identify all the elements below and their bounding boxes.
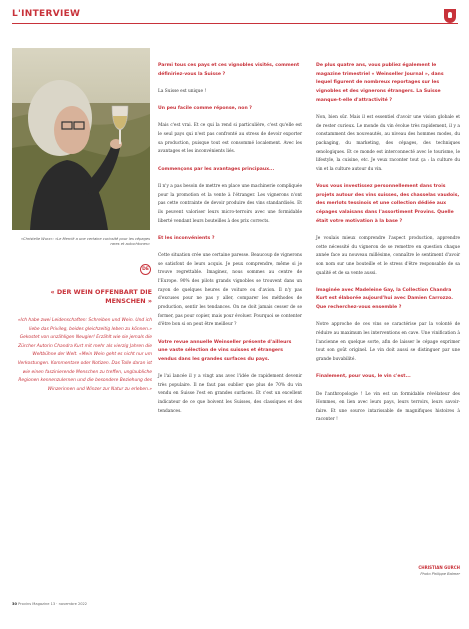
- interview-question: Finalement, pour vous, le vin c'est...: [316, 374, 411, 380]
- interview-question: De plus quatre ans, vous publiez également le magazine trimestriel « Weinseller Journal », dans lequel figurent de nombreux reportages sur les vignobles et des vignerons étrangers. La Suisse manque-t-elle d'attractivité ?: [316, 63, 444, 103]
- sidebar-title: « DER WEIN OFFENBART DIE MENSCHEN »: [50, 288, 152, 305]
- page-footer: [12, 602, 87, 606]
- interview-answer: De l'anthropologie ! Le vin est un formidable révélateur des Hommes, en lien avec leurs pays, leurs terroirs, leurs savoir-faire. Et une source intarissable de magnifiques histoires à raconter !: [316, 391, 460, 423]
- brand-shield-icon: [444, 9, 456, 23]
- interview-answer: Je l'ai lancée il y a vingt ans avec l'idée de rapidement devenir très populaire. Il ne faut pas oublier que plus de 70% du vin vendu en Suisse l'est en grandes surfaces. Et c'est un excellent indicateur de ce que boivent les Suisses, des classiques et des tendances.: [158, 374, 302, 414]
- interview-answer: Cette situation crée une certaine paresse. Beaucoup de vignerons se satisfont de leurs acquis. Je peux comprendre, même si je trouve regrettable. Imaginez, nous sommes au centre de l'Europe. 90% des pilots grands vignobles se trouvent dans un rayon de quelques heures de voiture ou d'avion. Il n'y pas d'excuses pour ne pas y aller, comparer les méthodes de production, sentir les tendances. On ne doit jamais cesser de se former, pas pour copier, mais pour évoluer. Pourquoi se contenter d'être bon si on peut être meilleur ?: [158, 253, 302, 328]
- section-title: L'INTERVIEW: [12, 9, 81, 19]
- interview-answer: Notre approche de ces vins se caractérise par la volonté de réduire au maximum les interventions en cave. Une vinification à l'ancienne en quelque sorte, afin de laisser le cépage exprimer tout son goût originel. Le vin doit aussi se distinguer par une grande buvabilité.: [316, 322, 460, 362]
- interview-question: Parmi tous ces pays et ces vignobles visités, comment définiriez-vous la Suisse ?: [158, 63, 300, 77]
- interview-column-1: [158, 62, 302, 425]
- sidebar-quote: «Ich habe zwei Leidenschaften: Schreiben und Wein. Und ich liebe das Privileg, beides gleichzeitig leben zu können.» Gekostet von unzähligen Neugier! Erzählt wie sie jemals die Zürcher Autorin Chandra Kurt mit mehr als vierzig Jahren die Weltbühne der Welt. «Mein Wein geht es nicht nur um Verkostungen. Kommentare oder Notizen. Das Tolle daran ist wie einen faszinierende Menschen zu treffen, unglaubliche Regionen kennenzulernen und die besondere Beziehung des Winzerinnen und Winzer zur Natur zu erleben.»: [17, 318, 152, 392]
- interview-question: Imaginée avec Madeleine Gay, la Collection Chandra Kurt est élaborée aujourd'hui avec Damien Carrozzo. Que recherchez-vous ensemble ?: [316, 287, 454, 311]
- page-number: 30: [12, 602, 18, 606]
- interview-question: Commençons par les avantages principaux...: [158, 166, 275, 172]
- interview-question: Et les inconvénients ?: [158, 235, 215, 241]
- language-badge: DE: [140, 264, 151, 275]
- signature: [316, 564, 460, 578]
- interview-answer: Mais c'est vrai. Et ce qui la rend si particulière, c'est qu'elle est le seul pays qui n'est pas confronté au stress de devoir exporter sa production, puisque tout est consommé localement. Avec les avantages et les inconvénients liés.: [158, 123, 302, 155]
- page-header: [12, 8, 458, 24]
- interview-answer: Je voulais mieux comprendre l'aspect production, apprendre cette nécessité du vigneron de se remettre en question chaque année face au nouveau millésime, connaître le sentiment d'avoir son nom sur une bouteille et le stress d'être responsable de sa qualité et de sa vente aussi.: [316, 235, 460, 276]
- wine-tasting-illustration: [12, 48, 150, 230]
- interview-question: Votre revue annuelle Weinseller présente d'ailleurs une vaste sélection de vins suisses et étrangers vendus dans les grandes surfaces du pays.: [158, 339, 292, 362]
- interview-answer: La Suisse est unique !: [158, 88, 207, 94]
- portrait-photo: [12, 48, 150, 230]
- publication-name: Provins Magazine 13 · novembre 2022: [18, 602, 88, 606]
- author-name: CHRISTIAN GURCH: [418, 565, 460, 570]
- photo-caption: «Christelle Wurz»: «Le Mercié a une certaine curiosité pour les cépages rares et autochtones»: [20, 237, 150, 246]
- photo-credit: Photo Philippe Balmer: [420, 572, 460, 576]
- interview-column-2: [316, 62, 460, 434]
- interview-answer: Il n'y a pas besoin de mettre en place une machinerie compliquée pour la promotion et la vente à l'étranger. Les vignerons n'ont pas cette contrainte de devoir produire des vins standardisés. Et ils peuvent valoriser leurs micro-terroirs avec une formidable liberté vendant leurs bouteilles à des prix corrects.: [158, 183, 302, 224]
- interview-answer: Non, bien sûr. Mais il est essentiel d'avoir une vision globale et de rester curieux. Le monde du vin évolue très rapidement, il y a constamment des nouveautés, au niveau des hommes modes, du packaging, du marketing, des cépages, des techniques œnologiques. Et ce monde est interconnecté avec le tourisme, le lifestyle, la cuisine, etc. Je veux raconter tout ça : la culture du vin et la culture autour du vin.: [316, 114, 460, 172]
- interview-question: Vous vous investissez personnellement dans trois projets autour des vins suisses, des chasselas vaudois, des merlots tessinois et une collection dédiée aux cépages valaisans dans l'assortiment Provins. Quelle était votre motivation à la base ?: [316, 184, 460, 224]
- interview-question: Un peu facile comme réponse, non ?: [158, 106, 252, 112]
